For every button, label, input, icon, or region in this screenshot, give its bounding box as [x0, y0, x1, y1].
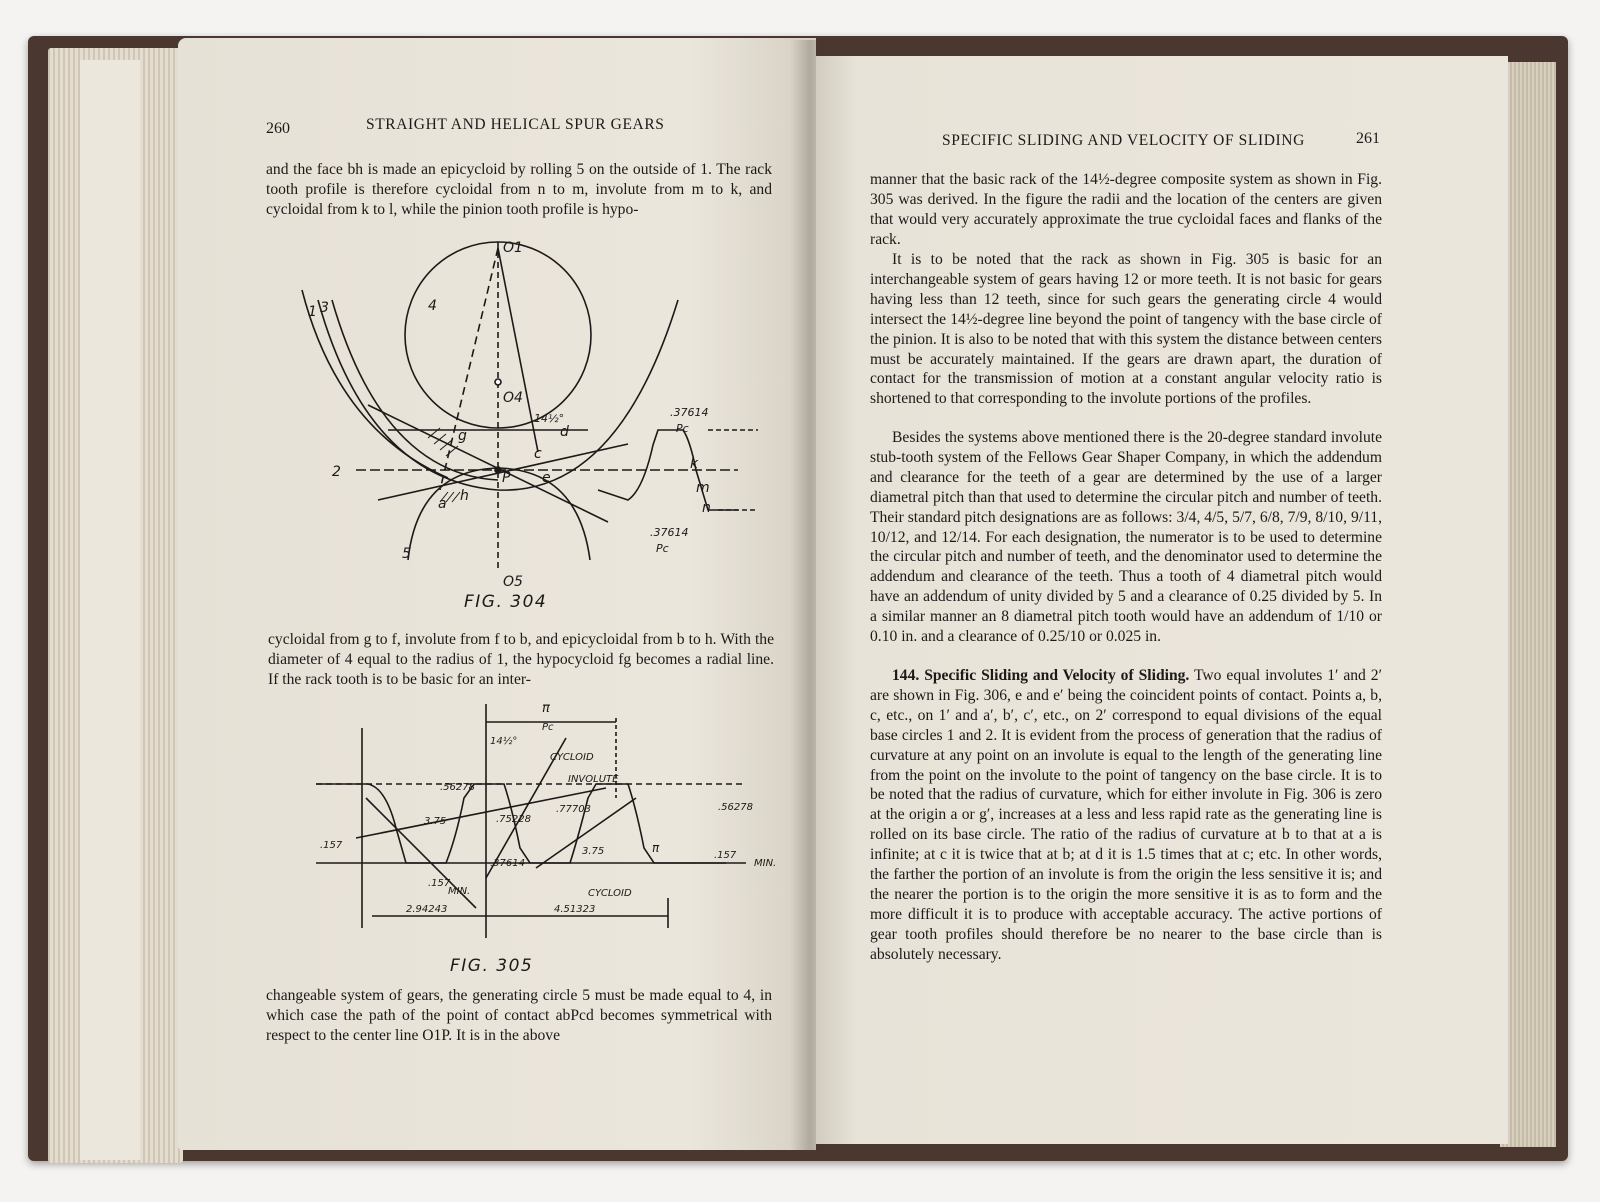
fig304-label-n: n: [702, 500, 711, 516]
section-heading-144: 144. Specific Sliding and Velocity of Sliding.: [892, 667, 1190, 684]
figure-304: [298, 230, 768, 602]
figure-305-caption: FIG. 305: [450, 956, 534, 976]
fig305-dim-77703: .77703: [556, 804, 591, 815]
fig305-cycloid-top: CYCLOID: [550, 752, 594, 763]
fig305-involute: INVOLUTE: [568, 774, 619, 785]
fig304-label-d: d: [560, 424, 569, 440]
fig304-label-h: h: [460, 488, 469, 504]
fig305-dim-56278a: .56278: [440, 782, 475, 793]
fig305-dim-157a: .157: [320, 840, 343, 851]
fig304-radius-1: .37614: [670, 406, 709, 419]
fig304-label-e: e: [542, 470, 551, 486]
running-head-right: SPECIFIC SLIDING AND VELOCITY OF SLIDING: [942, 132, 1305, 149]
fig304-label-o5: O5: [503, 574, 523, 590]
fig304-label-c: c: [534, 446, 542, 462]
fig304-label-a: a: [438, 496, 447, 512]
fig304-label-2: 2: [332, 464, 341, 480]
fig304-label-g: g: [458, 428, 467, 444]
right-paragraph-1: manner that the basic rack of the 14½-degree composite system as shown in Fig. 305 was derived. In the figure the radii and the location of the centers are given that would very accurately approximate the true cycloidal faces and flanks of the rack.: [870, 171, 1382, 248]
fig304-label-k: k: [690, 456, 699, 472]
fig304-label-p: P: [502, 470, 511, 486]
fig305-dim-375a: 3.75: [424, 816, 447, 827]
page-number-left: 260: [266, 120, 290, 137]
fig305-pc-top: Pc: [542, 722, 554, 733]
fig305-pi-2pc: π: [652, 841, 660, 855]
fig304-angle: 14½°: [534, 412, 565, 425]
flyleaf: [80, 60, 140, 1160]
page-number-right: 261: [1356, 130, 1380, 147]
fig304-label-3: 3: [320, 300, 329, 316]
fig305-dim-375b: 3.75: [582, 846, 605, 857]
right-paragraph-4-body: Two equal involutes 1′ and 2′ are shown in Fig. 306, e and e′ being the coincident points of contact. Points a, b, c, etc., on 1′ and a′, b′, c′, etc., on 2′ correspond to equal divisions of the equal base circles 1 and 2. It is evident from the process of generation that the radius of curvature at any point on an involute is equal to the length of the generating line from the point on the involute to the point of tangency on the base circle. It is to be noted that the radius of curvature, which for either involute in Fig. 306 is zero at the origin a or g′, increases at a less and less rapid rate as the generating line is rolled on its base circle. The ratio of the radius of curvature at b to that at a is infinite; at c it is twice that at b; at d it is 1.5 times that at c; etc. In other words, the farther the portion of an involute is from the origin the less sensitive it is; and the nearer the portion is to the origin the more sensitive it is as to form and the more difficult it is to produce with acceptable accuracy. The active portions of gear tooth profiles should therefore be no nearer to the base circle than is absolutely necessary.: [870, 667, 1382, 963]
fig304-label-m: m: [696, 480, 710, 496]
fig305-cycloid-bottom: CYCLOID: [588, 888, 632, 899]
left-paragraph-2: cycloidal from g to f, involute from f to b, and epicycloidal from b to h. With the diameter of 4 equal to the radius of 1, the hypocycloid fg becomes a radial line. If the rack tooth is to be basic for an inter-: [268, 631, 774, 688]
fig304-label-4: 4: [428, 298, 437, 314]
left-page: [178, 38, 816, 1150]
fig305-dim-75228: .75228: [496, 814, 531, 825]
page-edges-right: [1500, 62, 1556, 1147]
figure-304-caption: FIG. 304: [464, 592, 548, 612]
left-paragraph-1: and the face bh is made an epicycloid by rolling 5 on the outside of 1. The rack tooth profile is therefore cycloidal from n to m, involute from m to k, and cycloidal from k to l, while the pinion tooth profile is hypo-: [266, 161, 772, 218]
fig305-angle: 14½°: [490, 736, 518, 747]
fig305-dim-37614: .37614: [490, 858, 525, 869]
fig305-dim-294243: 2.94243: [406, 904, 448, 915]
left-paragraph-3: changeable system of gears, the generating circle 5 must be made equal to 4, in which case the path of the point of contact abPcd becomes symmetrical with respect to the center line O1P. It is in the above: [266, 987, 772, 1044]
fig305-min-1: MIN.: [448, 886, 471, 897]
fig305-dim-451323: 4.51323: [554, 904, 596, 915]
fig304-radius-2: .37614: [650, 526, 689, 539]
right-paragraph-3: Besides the systems above mentioned there is the 20-degree standard involute stub-tooth system of the Fellows Gear Shaper Company, in which the addendum and clearance for the teeth of a gear are determined by the use of a larger diametral pitch than that used to determine the circular pitch and number of teeth. Their standard pitch designations are as follows: 3/4, 4/5, 5/7, 6/8, 7/9, 8/10, 9/11, 10/12, and 12/14. For each designation, the numerator is to be used to determine the circular pitch and number of teeth, and the denominator used to determine the addendum and clearance of the teeth. Thus a tooth of 4 diametral pitch would have an addendum of unity divided by 5 and a clearance of 0.25 divided by 5. In a similar manner an 8 diametral pitch tooth would have an addendum of 1/10 or 0.10 in. and a clearance of 0.25/10 or 0.025 in.: [870, 429, 1382, 646]
right-paragraph-2: It is to be noted that the rack as shown in Fig. 305 is basic for an interchangeable system of gears having 12 or more teeth. It is not basic for gears having less than 12 teeth, since for such gears the generating circle 4 would intersect the 14½-degree line beyond the point of tangency with the base circle of the pinion. It is also to be noted that with this system the distance between centers must be accurately maintained. If the gears are drawn apart, the duration of contact for the transmission of motion at a constant angular velocity ratio is shortened to that corresponding to the involute portions of the profiles.: [870, 251, 1382, 408]
fig304-label-o1: O1: [503, 240, 523, 256]
running-head-left: STRAIGHT AND HELICAL SPUR GEARS: [366, 116, 665, 133]
fig304-pc-1: Pc: [676, 422, 689, 435]
fig304-pc-2: Pc: [656, 542, 669, 555]
fig305-dim-157c: .157: [714, 850, 737, 861]
right-paragraph-4: [870, 666, 1382, 965]
fig305-min-2: MIN.: [754, 858, 777, 869]
fig304-label-1: 1: [308, 304, 317, 320]
figure-305: [306, 698, 777, 958]
fig305-dim-157b: .157: [428, 878, 451, 889]
fig304-label-o4: O4: [503, 390, 523, 406]
right-page: [816, 56, 1508, 1144]
fig305-dim-56278b: .56278: [718, 802, 753, 813]
fig305-pi: π: [542, 701, 550, 716]
fig304-label-5: 5: [402, 546, 411, 562]
